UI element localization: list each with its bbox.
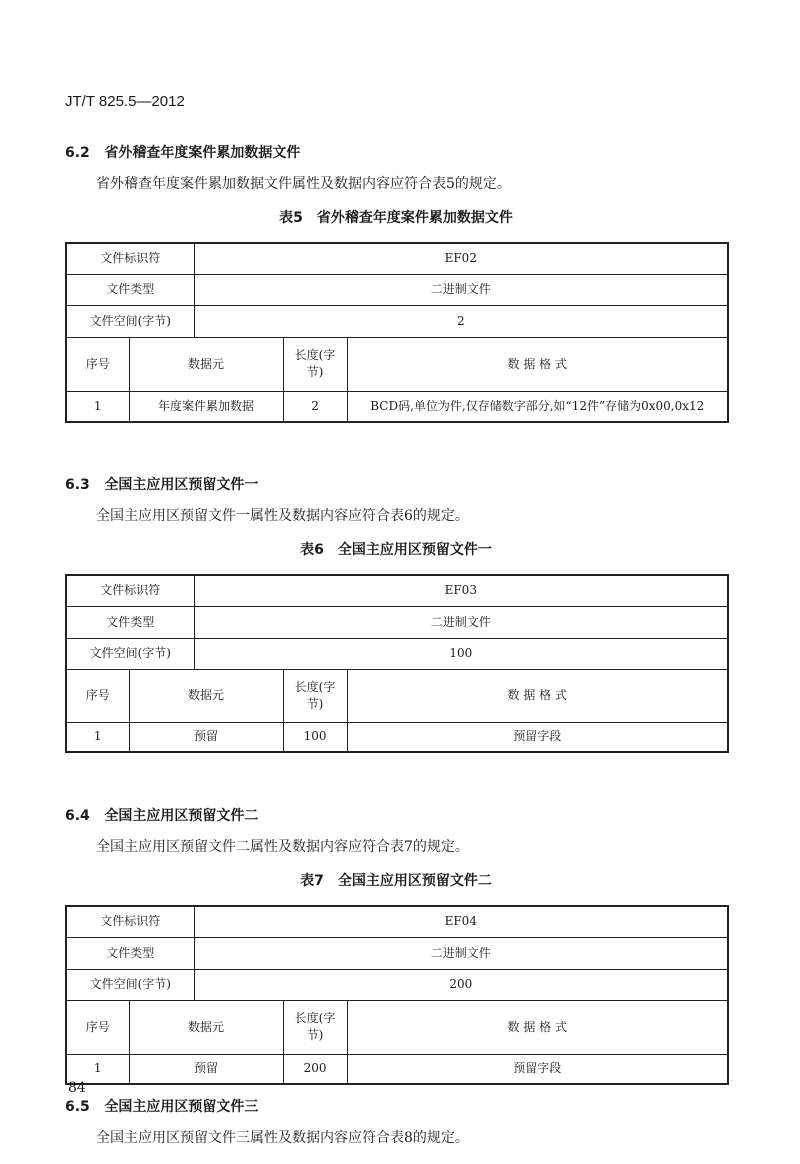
type-value: 二进制文件 [194,274,728,305]
cell-elem: 预留 [129,722,283,752]
section-title: 全国主应用区预留文件三 [104,1099,259,1115]
col-fmt: 数 据 格 式 [347,1000,728,1054]
space-label: 文件空间(字节) [66,638,194,669]
cell-len: 100 [283,722,347,752]
table-row [66,1054,728,1084]
table-row [66,722,728,752]
section-paragraph: 省外稽查年度案件累加数据文件属性及数据内容应符合表5的规定。 [96,176,511,192]
col-seq: 序号 [66,669,129,722]
cell-len: 200 [283,1054,347,1084]
table-header-row [66,1000,728,1054]
space-value: 2 [194,305,728,337]
col-elem: 数据元 [129,1000,283,1054]
col-elem: 数据元 [129,669,283,722]
cell-len: 2 [283,391,347,422]
cell-fmt: BCD码,单位为件,仅存储数字部分,如“12件”存储为0x00,0x12 [347,391,728,422]
table-row [66,937,728,969]
table-row [66,391,728,422]
table-row [66,274,728,305]
table-row [66,969,728,1000]
table-header-row [66,669,728,722]
section-title: 全国主应用区预留文件一 [104,477,259,493]
section-number: 6.3 [65,477,90,493]
col-seq: 序号 [66,337,129,391]
table-row [66,243,728,274]
col-len: 长度(字节) [283,669,347,722]
col-len: 长度(字节) [283,1000,347,1054]
section-title: 省外稽查年度案件累加数据文件 [104,145,301,161]
table-header-row [66,337,728,391]
cell-seq: 1 [66,391,129,422]
space-label: 文件空间(字节) [66,969,194,1000]
section-heading [65,806,800,826]
cell-fmt: 预留字段 [347,1054,728,1084]
col-len: 长度(字节) [283,337,347,391]
type-value: 二进制文件 [194,937,728,969]
content [65,143,800,1148]
table-row [66,305,728,337]
id-label: 文件标识符 [66,906,194,937]
table-row [66,638,728,669]
table-caption: 表7 全国主应用区预留文件二 [300,873,492,889]
id-label: 文件标识符 [66,575,194,606]
id-value: EF03 [194,575,728,606]
section-paragraph: 全国主应用区预留文件一属性及数据内容应符合表6的规定。 [96,508,469,524]
table-row [66,906,728,937]
section-heading [65,1097,800,1117]
data-table [65,574,729,753]
col-fmt: 数 据 格 式 [347,337,728,391]
id-label: 文件标识符 [66,243,194,274]
section-number: 6.5 [65,1099,90,1115]
section-paragraph: 全国主应用区预留文件三属性及数据内容应符合表8的规定。 [96,1130,469,1146]
type-label: 文件类型 [66,606,194,638]
table-caption: 表6 全国主应用区预留文件一 [300,542,492,558]
cell-seq: 1 [66,722,129,752]
data-table [65,242,729,423]
section-title: 全国主应用区预留文件二 [104,808,259,824]
type-value: 二进制文件 [194,606,728,638]
table-row [66,575,728,606]
section-paragraph: 全国主应用区预留文件二属性及数据内容应符合表7的规定。 [96,839,469,855]
table-row [66,606,728,638]
section-heading [65,143,800,163]
page-number: 84 [68,1080,86,1096]
section-heading [65,475,800,495]
id-value: EF04 [194,906,728,937]
space-label: 文件空间(字节) [66,305,194,337]
section-number: 6.2 [65,145,90,161]
cell-elem: 预留 [129,1054,283,1084]
space-value: 200 [194,969,728,1000]
id-value: EF02 [194,243,728,274]
cell-seq: 1 [66,1054,129,1084]
col-fmt: 数 据 格 式 [347,669,728,722]
cell-fmt: 预留字段 [347,722,728,752]
type-label: 文件类型 [66,937,194,969]
table-caption: 表5 省外稽查年度案件累加数据文件 [279,210,513,226]
standard-number: JT/T 825.5—2012 [65,93,185,110]
cell-elem: 年度案件累加数据 [129,391,283,422]
section-number: 6.4 [65,808,90,824]
type-label: 文件类型 [66,274,194,305]
space-value: 100 [194,638,728,669]
col-seq: 序号 [66,1000,129,1054]
data-table [65,905,729,1085]
col-elem: 数据元 [129,337,283,391]
